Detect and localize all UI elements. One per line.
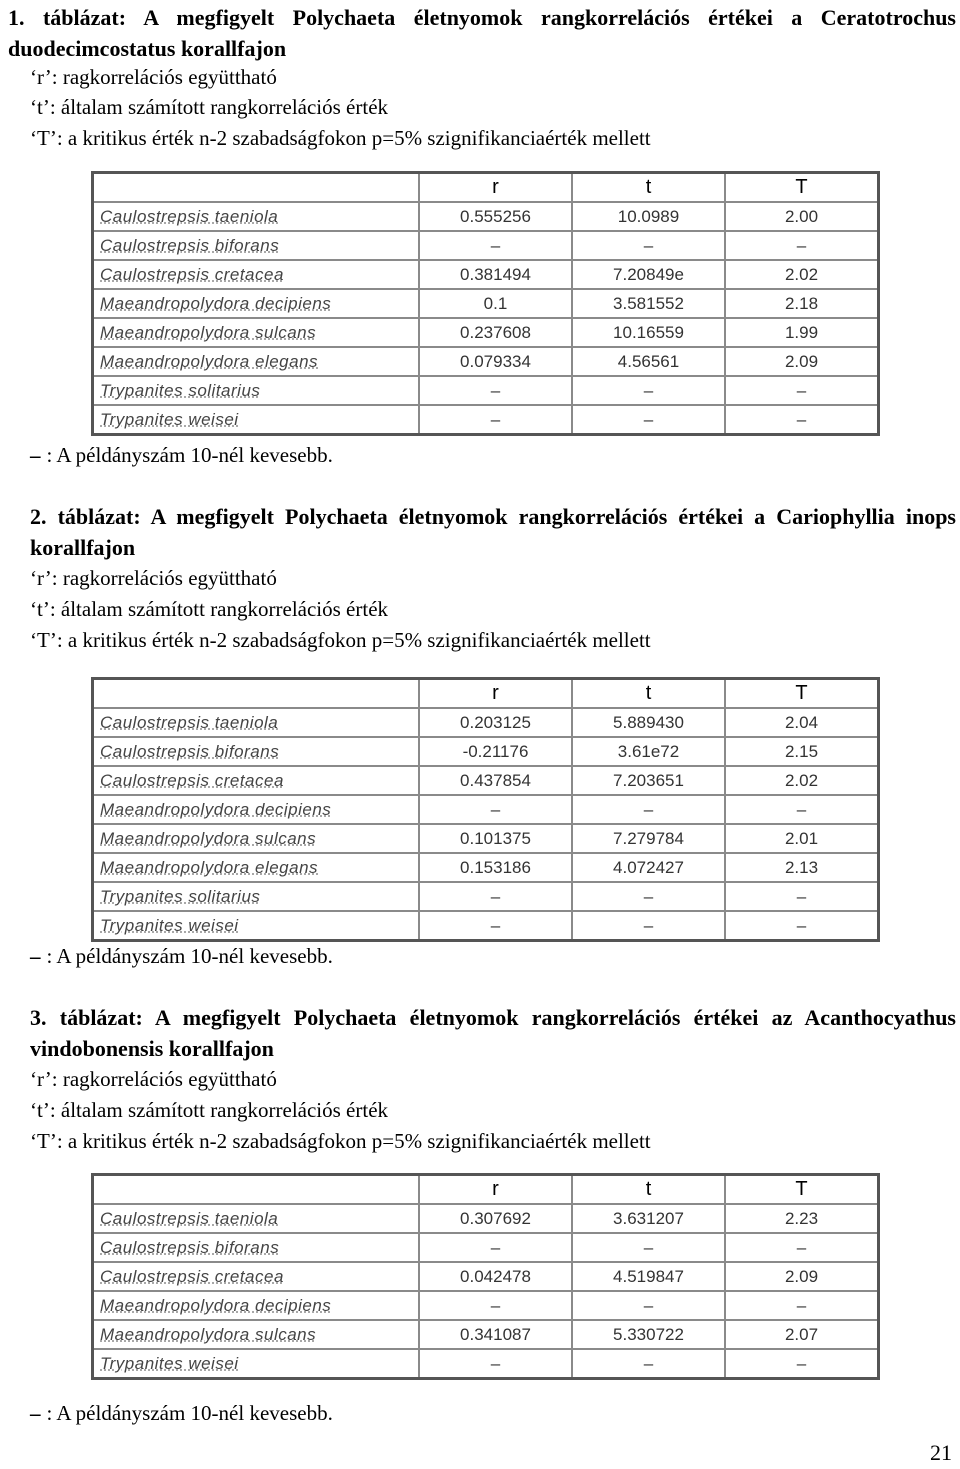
column-header-t: t [572, 1175, 725, 1205]
table-row [93, 795, 879, 824]
value-cell-r: – [419, 911, 572, 941]
value-cell-r: – [419, 1349, 572, 1379]
table-row [93, 708, 879, 737]
column-header-name [93, 173, 420, 203]
value-cell-r: – [419, 1233, 572, 1262]
species-name-cell: Maeandropolydora decipiens [93, 289, 420, 318]
page-number: 21 [930, 1440, 952, 1465]
table-3-title: 3. táblázat: A megfigyelt Polychaeta életnyomok rangkorrelációs értékei az Acanthocyathus vindobonensis korallfajon [30, 1005, 956, 1061]
value-cell-r: 0.307692 [419, 1204, 572, 1233]
table-header-row [93, 1175, 879, 1205]
value-cell-t: 5.330722 [572, 1320, 725, 1349]
note-text: : A példányszám 10-nél kevesebb. [46, 443, 333, 467]
caption-r: ‘r’: ragkorrelációs együttható [30, 1067, 277, 1091]
value-cell-r: 0.1 [419, 289, 572, 318]
table-row [93, 376, 879, 405]
table-1-title: 1. táblázat: A megfigyelt Polychaeta életnyomok rangkorrelációs értékei a Ceratotrochus duodecimcostatus korallfajon [8, 5, 956, 61]
table-row [93, 882, 879, 911]
value-cell-T: 2.02 [725, 260, 879, 289]
value-cell-t: 4.072427 [572, 853, 725, 882]
value-cell-r: 0.555256 [419, 202, 572, 231]
table-2-note [30, 941, 333, 971]
dash-symbol: – [30, 443, 41, 467]
table-row [93, 1262, 879, 1291]
column-header-t: t [572, 679, 725, 709]
column-header-t: t [572, 173, 725, 203]
value-cell-t: 3.631207 [572, 1204, 725, 1233]
column-header-r: r [419, 173, 572, 203]
value-cell-t: – [572, 231, 725, 260]
value-cell-r: – [419, 405, 572, 435]
value-cell-T: 2.02 [725, 766, 879, 795]
species-name-cell: Maeandropolydora decipiens [93, 795, 420, 824]
caption-r: ‘r’: ragkorrelációs együttható [30, 65, 277, 89]
value-cell-r: 0.237608 [419, 318, 572, 347]
value-cell-r: 0.437854 [419, 766, 572, 795]
value-cell-r: 0.153186 [419, 853, 572, 882]
value-cell-T: – [725, 1349, 879, 1379]
table-row [93, 853, 879, 882]
value-cell-r: -0.21176 [419, 737, 572, 766]
value-cell-t: – [572, 376, 725, 405]
table-row [93, 737, 879, 766]
table-row [93, 766, 879, 795]
column-header-r: r [419, 1175, 572, 1205]
table-header-row [93, 173, 879, 203]
value-cell-r: 0.042478 [419, 1262, 572, 1291]
dash-symbol: – [30, 944, 41, 968]
table-row [93, 347, 879, 376]
value-cell-T: – [725, 795, 879, 824]
value-cell-t: 10.16559 [572, 318, 725, 347]
value-cell-t: 4.519847 [572, 1262, 725, 1291]
table-row [93, 1349, 879, 1379]
species-name-cell: Trypanites solitarius [93, 376, 420, 405]
caption-T: ‘T’: a kritikus érték n-2 szabadságfokon p=5% szignifikanciaérték mellett [30, 126, 651, 150]
value-cell-t: – [572, 405, 725, 435]
value-cell-r: – [419, 882, 572, 911]
value-cell-r: – [419, 795, 572, 824]
column-header-name [93, 679, 420, 709]
value-cell-t: 3.581552 [572, 289, 725, 318]
column-header-T: T [725, 679, 879, 709]
table-row [93, 1233, 879, 1262]
species-name-cell: Trypanites solitarius [93, 882, 420, 911]
value-cell-T: – [725, 882, 879, 911]
value-cell-T: 2.00 [725, 202, 879, 231]
species-name-cell: Trypanites weisei [93, 405, 420, 435]
value-cell-r: 0.101375 [419, 824, 572, 853]
table-row [93, 202, 879, 231]
value-cell-t: 7.279784 [572, 824, 725, 853]
value-cell-r: – [419, 1291, 572, 1320]
table-row [93, 289, 879, 318]
table-1-note [30, 440, 333, 470]
value-cell-t: – [572, 1349, 725, 1379]
table-row [93, 911, 879, 941]
species-name-cell: Caulostrepsis cretacea [93, 766, 420, 795]
value-cell-T: 2.18 [725, 289, 879, 318]
value-cell-r: 0.079334 [419, 347, 572, 376]
value-cell-r: 0.341087 [419, 1320, 572, 1349]
species-name-cell: Maeandropolydora elegans [93, 853, 420, 882]
value-cell-T: – [725, 1291, 879, 1320]
caption-t: ‘t’: általam számított rangkorrelációs érték [30, 95, 389, 119]
value-cell-t: – [572, 882, 725, 911]
table-3-note [30, 1398, 333, 1428]
species-name-cell: Caulostrepsis biforans [93, 737, 420, 766]
column-header-r: r [419, 679, 572, 709]
column-header-name [93, 1175, 420, 1205]
value-cell-r: – [419, 231, 572, 260]
value-cell-t: – [572, 911, 725, 941]
value-cell-t: 5.889430 [572, 708, 725, 737]
caption-T: ‘T’: a kritikus érték n-2 szabadságfokon p=5% szignifikanciaérték mellett [30, 1129, 651, 1153]
value-cell-T: – [725, 231, 879, 260]
species-name-cell: Caulostrepsis biforans [93, 1233, 420, 1262]
table-row [93, 1320, 879, 1349]
table-2 [91, 677, 880, 942]
species-name-cell: Caulostrepsis cretacea [93, 260, 420, 289]
species-name-cell: Maeandropolydora sulcans [93, 1320, 420, 1349]
table-1 [91, 171, 880, 436]
table-row [93, 318, 879, 347]
table-header-row [93, 679, 879, 709]
value-cell-T: 2.09 [725, 347, 879, 376]
dash-symbol: – [30, 1401, 41, 1425]
column-header-T: T [725, 1175, 879, 1205]
value-cell-t: 7.20849e [572, 260, 725, 289]
value-cell-r: – [419, 376, 572, 405]
species-name-cell: Caulostrepsis cretacea [93, 1262, 420, 1291]
value-cell-r: 0.203125 [419, 708, 572, 737]
value-cell-t: 7.203651 [572, 766, 725, 795]
value-cell-t: – [572, 795, 725, 824]
value-cell-T: – [725, 1233, 879, 1262]
caption-T: ‘T’: a kritikus érték n-2 szabadságfokon p=5% szignifikanciaérték mellett [30, 628, 651, 652]
note-text: : A példányszám 10-nél kevesebb. [46, 1401, 333, 1425]
species-name-cell: Trypanites weisei [93, 911, 420, 941]
species-name-cell: Maeandropolydora sulcans [93, 318, 420, 347]
table-row [93, 1204, 879, 1233]
caption-r: ‘r’: ragkorrelációs együttható [30, 566, 277, 590]
value-cell-t: 10.0989 [572, 202, 725, 231]
table-row [93, 260, 879, 289]
table-row [93, 405, 879, 435]
value-cell-T: 2.01 [725, 824, 879, 853]
value-cell-T: – [725, 376, 879, 405]
species-name-cell: Caulostrepsis taeniola [93, 202, 420, 231]
value-cell-T: – [725, 911, 879, 941]
species-name-cell: Maeandropolydora elegans [93, 347, 420, 376]
table-3 [91, 1173, 880, 1380]
note-text: : A példányszám 10-nél kevesebb. [46, 944, 333, 968]
column-header-T: T [725, 173, 879, 203]
value-cell-t: 3.61e72 [572, 737, 725, 766]
table-row [93, 1291, 879, 1320]
value-cell-t: 4.56561 [572, 347, 725, 376]
value-cell-T: 2.15 [725, 737, 879, 766]
value-cell-T: 2.07 [725, 1320, 879, 1349]
species-name-cell: Trypanites weisei [93, 1349, 420, 1379]
value-cell-T: 2.09 [725, 1262, 879, 1291]
table-2-title: 2. táblázat: A megfigyelt Polychaeta életnyomok rangkorrelációs értékei a Cariophyllia inops korallfajon [30, 504, 956, 560]
value-cell-T: 1.99 [725, 318, 879, 347]
caption-t: ‘t’: általam számított rangkorrelációs érték [30, 1098, 389, 1122]
value-cell-T: 2.13 [725, 853, 879, 882]
value-cell-T: 2.23 [725, 1204, 879, 1233]
value-cell-r: 0.381494 [419, 260, 572, 289]
table-row [93, 231, 879, 260]
value-cell-T: 2.04 [725, 708, 879, 737]
species-name-cell: Maeandropolydora sulcans [93, 824, 420, 853]
species-name-cell: Caulostrepsis taeniola [93, 1204, 420, 1233]
value-cell-T: – [725, 405, 879, 435]
species-name-cell: Caulostrepsis taeniola [93, 708, 420, 737]
value-cell-t: – [572, 1291, 725, 1320]
species-name-cell: Maeandropolydora decipiens [93, 1291, 420, 1320]
caption-t: ‘t’: általam számított rangkorrelációs érték [30, 597, 389, 621]
table-row [93, 824, 879, 853]
value-cell-t: – [572, 1233, 725, 1262]
species-name-cell: Caulostrepsis biforans [93, 231, 420, 260]
